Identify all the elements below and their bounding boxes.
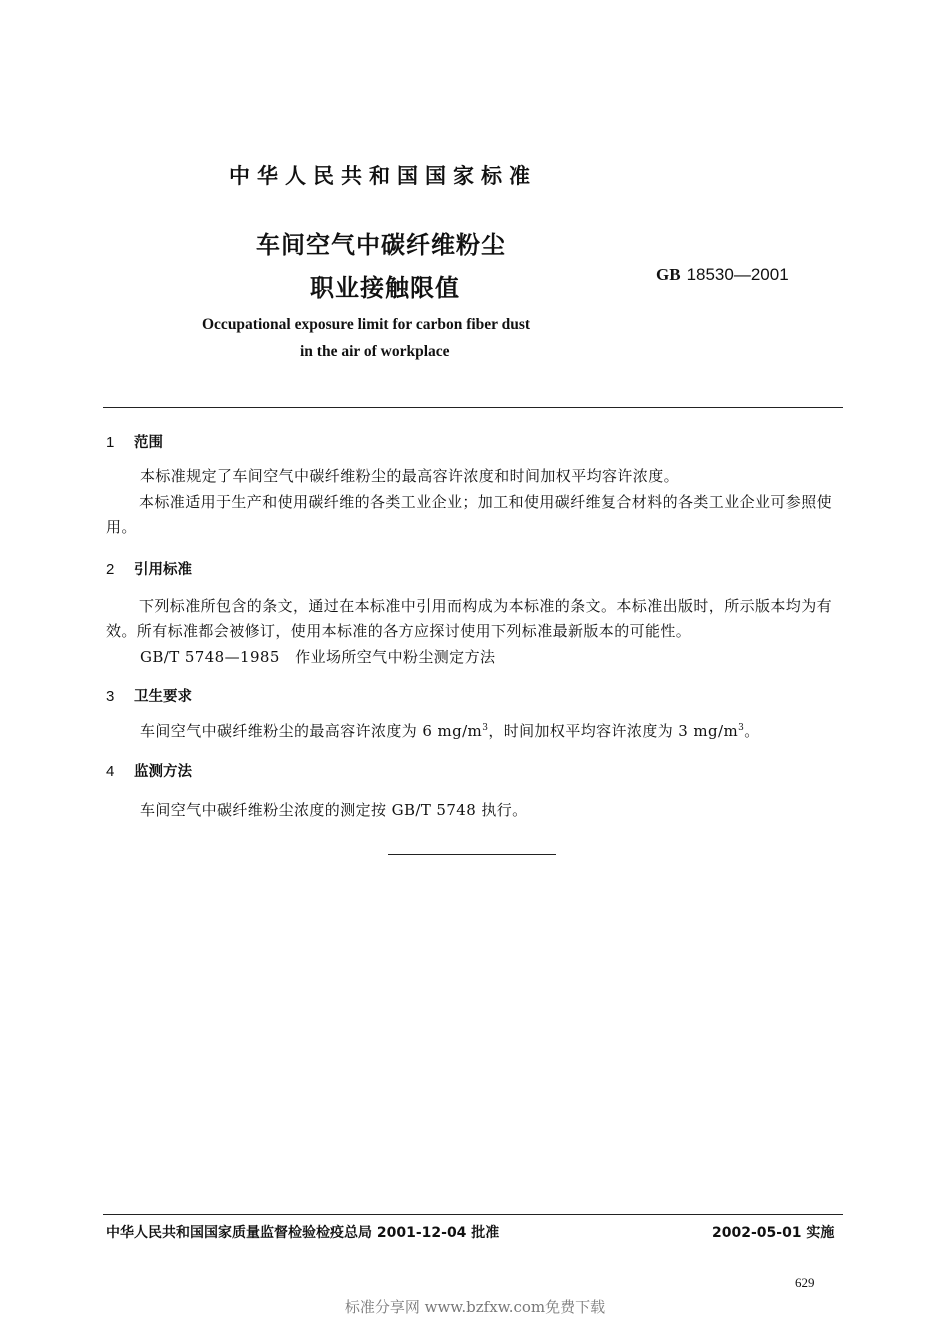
section-4-paragraph: 车间空气中碳纤维粉尘浓度的测定按 GB/T 5748 执行。: [140, 801, 528, 819]
header-divider: [103, 407, 843, 408]
country-standard-heading: 中华人民共和国国家标准: [229, 164, 537, 188]
section-1-paragraph-1: 本标准规定了车间空气中碳纤维粉尘的最高容许浓度和时间加权平均容许浓度。: [140, 467, 680, 485]
section-1-number: 1: [106, 434, 115, 451]
approval-statement: 中华人民共和国国家质量监督检验检疫总局 2001-12-04 批准: [106, 1225, 500, 1241]
standard-code-prefix: GB: [656, 265, 681, 284]
standard-title-line-1: 车间空气中碳纤维粉尘: [256, 231, 506, 259]
english-title-line-1: Occupational exposure limit for carbon fiber dust: [202, 316, 531, 333]
standard-title-line-2: 职业接触限值: [310, 274, 460, 302]
standard-code: [656, 265, 789, 285]
section-3-number: 3: [106, 688, 115, 705]
unit-superscript-1: 3: [482, 723, 489, 733]
section-3-title: 卫生要求: [134, 689, 192, 705]
section-4-number: 4: [106, 763, 115, 780]
page-number: 629: [795, 1275, 815, 1290]
footer-divider: [103, 1214, 843, 1215]
watermark-text: 标准分享网 www.bzfxw.com免费下载: [344, 1298, 606, 1316]
section-2-title: 引用标准: [134, 562, 192, 578]
section-3-paragraph: [140, 720, 760, 741]
unit-superscript-2: 3: [738, 723, 745, 733]
effective-date: 2002-05-01 实施: [712, 1225, 835, 1241]
referenced-standard-item: GB/T 5748—1985 作业场所空气中粉尘测定方法: [140, 648, 496, 666]
section-3-text-b: ，时间加权平均容许浓度为 3 mg/m: [488, 722, 739, 740]
section-2-number: 2: [106, 561, 115, 578]
standard-code-number: 18530—2001: [686, 265, 789, 284]
section-2-paragraph-1: 下列标准所包含的条文，通过在本标准中引用而构成为本标准的条文。本标准出版时，所示版本均为有效。所有标准都会被修订，使用本标准的各方应探讨使用下列标准最新版本的可能性。: [106, 597, 833, 640]
english-title-line-2: in the air of workplace: [300, 343, 450, 360]
section-1-paragraph-2: 本标准适用于生产和使用碳纤维的各类工业企业；加工和使用碳纤维复合材料的各类工业企业可参照使用。: [106, 493, 833, 536]
section-1-heading: [106, 431, 163, 452]
end-of-text-divider: [388, 854, 556, 855]
section-4-heading: [106, 760, 192, 781]
section-3-text-a: 车间空气中碳纤维粉尘的最高容许浓度为 6 mg/m: [140, 722, 483, 740]
section-3-text-c: 。: [744, 722, 760, 740]
section-1-title: 范围: [134, 435, 163, 451]
section-2-heading: [106, 558, 192, 579]
section-4-title: 监测方法: [134, 764, 192, 780]
section-3-heading: [106, 685, 192, 706]
